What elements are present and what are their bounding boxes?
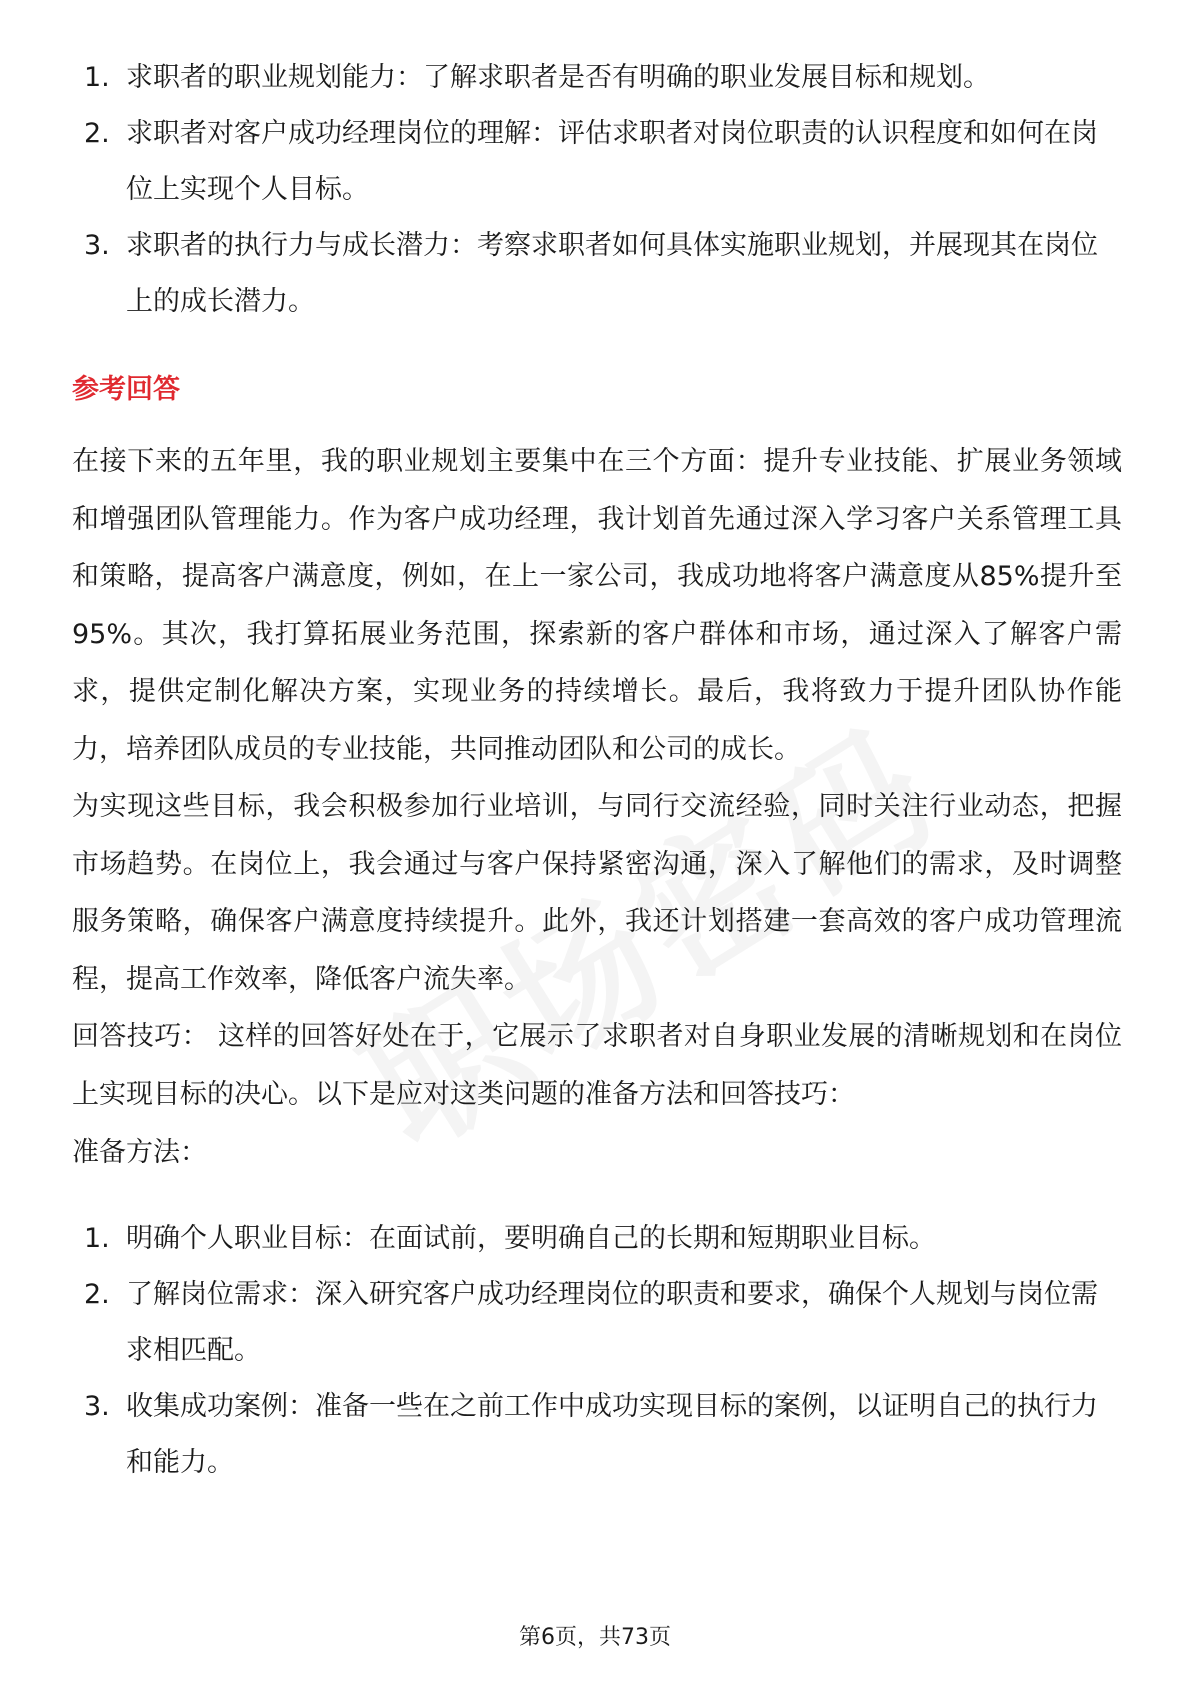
list-item [72, 106, 1122, 218]
criteria-list [72, 50, 1122, 330]
list-number: 1. [84, 62, 110, 93]
answer-paragraph-1: 在接下来的五年里，我的职业规划主要集中在三个方面：提升专业技能、扩展业务领域和增强团队管理能力。作为客户成功经理，我计划首先通过深入学习客户关系管理工具和策略，提高客户满意度，例如，在上一家公司，我成功地将客户满意度从85%提升至95%。其次，我打算拓展业务范围，探索新的客户群体和市场，通过深入了解客户需求，提供定制化解决方案，实现业务的持续增长。最后，我将致力于提升团队协作能力，培养团队成员的专业技能，共同推动团队和公司的成长。 [72, 446, 1122, 765]
list-item [72, 50, 1122, 106]
list-item [72, 1211, 1122, 1267]
list-item [72, 1379, 1122, 1491]
section-title: 参考回答 [72, 374, 180, 405]
list-number: 2. [84, 1279, 110, 1310]
page-footer: 第6页，共73页 [519, 1625, 671, 1650]
tips-paragraph: 回答技巧： 这样的回答好处在于，它展示了求职者对自身职业发展的清晰规划和在岗位上实现目标的决心。以下是应对这类问题的准备方法和回答技巧： [72, 1021, 1122, 1110]
list-text: 求职者对客户成功经理岗位的理解：评估求职者对岗位职责的认识程度和如何在岗位上实现个人目标。 [126, 118, 1098, 205]
list-item [72, 218, 1122, 330]
answer-paragraph-2: 为实现这些目标，我会积极参加行业培训，与同行交流经验，同时关注行业动态，把握市场趋势。在岗位上，我会通过与客户保持紧密沟通，深入了解他们的需求，及时调整服务策略，确保客户满意度持续提升。此外，我还计划搭建一套高效的客户成功管理流程，提高工作效率，降低客户流失率。 [72, 791, 1122, 995]
preparation-title: 准备方法： [72, 1137, 207, 1168]
list-number: 3. [84, 230, 110, 261]
list-text: 求职者的执行力与成长潜力：考察求职者如何具体实施职业规划，并展现其在岗位上的成长潜力。 [126, 230, 1098, 317]
list-number: 2. [84, 118, 110, 149]
list-text: 了解岗位需求：深入研究客户成功经理岗位的职责和要求，确保个人规划与岗位需求相匹配。 [126, 1279, 1098, 1366]
list-number: 3. [84, 1391, 110, 1422]
list-text: 求职者的职业规划能力：了解求职者是否有明确的职业发展目标和规划。 [126, 62, 990, 93]
list-text: 收集成功案例：准备一些在之前工作中成功实现目标的案例，以证明自己的执行力和能力。 [126, 1391, 1098, 1478]
list-item [72, 1267, 1122, 1379]
preparation-list [72, 1211, 1122, 1491]
list-text: 明确个人职业目标：在面试前，要明确自己的长期和短期职业目标。 [126, 1223, 936, 1254]
list-number: 1. [84, 1223, 110, 1254]
